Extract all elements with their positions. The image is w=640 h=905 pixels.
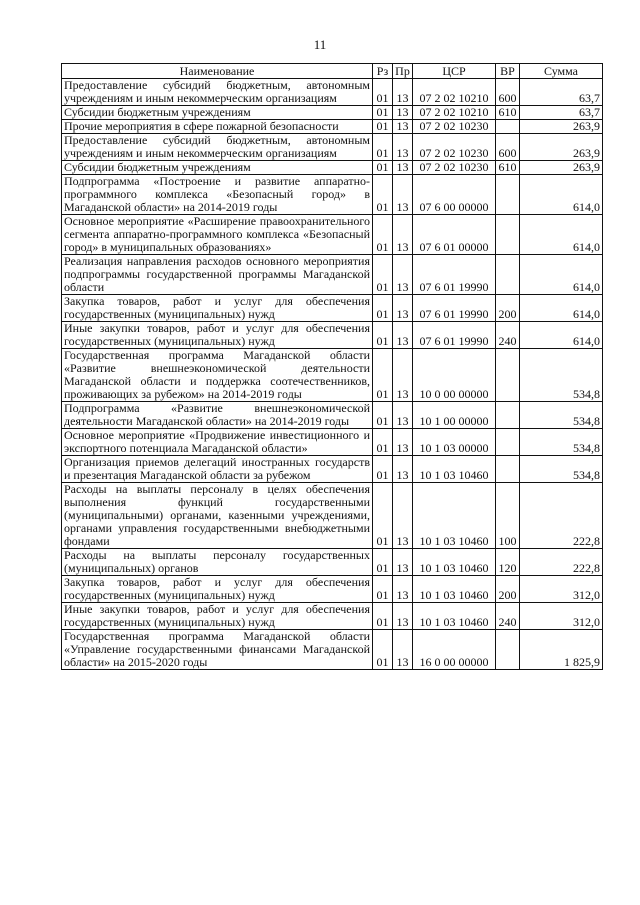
cell-rz: 01 [373, 134, 393, 161]
cell-csr: 07 2 02 10230 [413, 134, 496, 161]
cell-sum: 534,8 [520, 429, 603, 456]
cell-csr: 07 6 01 19990 [413, 295, 496, 322]
table-row [62, 175, 603, 215]
cell-csr: 07 6 01 00000 [413, 215, 496, 255]
cell-name: Подпрограмма «Построение и развитие аппаратно-программного комплекса «Безопасный город» в Магаданской области» на 2014-2019 годы [62, 175, 373, 215]
cell-vr [496, 120, 520, 134]
cell-rz: 01 [373, 161, 393, 175]
cell-pr: 13 [393, 322, 413, 349]
cell-name: Основное мероприятие «Продвижение инвестиционного и экспортного потенциала Магаданской области» [62, 429, 373, 456]
header-name: Наименование [62, 64, 373, 79]
cell-vr: 610 [496, 161, 520, 175]
cell-rz: 01 [373, 106, 393, 120]
table-row [62, 549, 603, 576]
cell-pr: 13 [393, 483, 413, 549]
cell-vr: 200 [496, 576, 520, 603]
header-pr: Пр [393, 64, 413, 79]
cell-pr: 13 [393, 630, 413, 670]
cell-sum: 534,8 [520, 402, 603, 429]
cell-sum: 614,0 [520, 215, 603, 255]
table-body [62, 79, 603, 670]
cell-sum: 222,8 [520, 549, 603, 576]
table-row [62, 483, 603, 549]
cell-vr: 610 [496, 106, 520, 120]
cell-rz: 01 [373, 322, 393, 349]
cell-sum: 63,7 [520, 79, 603, 106]
cell-rz: 01 [373, 402, 393, 429]
cell-sum: 263,9 [520, 161, 603, 175]
cell-vr [496, 456, 520, 483]
table-row [62, 255, 603, 295]
cell-name: Организация приемов делегаций иностранных государств и презентация Магаданской области за рубежом [62, 456, 373, 483]
cell-pr: 13 [393, 161, 413, 175]
cell-rz: 01 [373, 576, 393, 603]
cell-sum: 1 825,9 [520, 630, 603, 670]
table-row [62, 215, 603, 255]
cell-pr: 13 [393, 106, 413, 120]
cell-sum: 534,8 [520, 456, 603, 483]
cell-vr [496, 402, 520, 429]
cell-rz: 01 [373, 295, 393, 322]
header-csr: ЦСР [413, 64, 496, 79]
cell-name: Расходы на выплаты персоналу государственных (муниципальных) органов [62, 549, 373, 576]
cell-name: Государственная программа Магаданской области «Управление государственными финансами Магаданской области» на 2015-2020 годы [62, 630, 373, 670]
table-row [62, 134, 603, 161]
cell-rz: 01 [373, 483, 393, 549]
cell-rz: 01 [373, 429, 393, 456]
table-row [62, 576, 603, 603]
cell-csr: 07 6 01 19990 [413, 322, 496, 349]
cell-name: Субсидии бюджетным учреждениям [62, 106, 373, 120]
cell-name: Основное мероприятие «Расширение правоохранительного сегмента аппаратно-программного комплекса «Безопасный город» в муниципальных образованиях» [62, 215, 373, 255]
cell-name: Реализация направления расходов основного мероприятия подпрограммы государственной программы Магаданской области [62, 255, 373, 295]
cell-rz: 01 [373, 549, 393, 576]
cell-sum: 614,0 [520, 322, 603, 349]
header-sum: Сумма [520, 64, 603, 79]
cell-name: Предоставление субсидий бюджетным, автономным учреждениям и иным некоммерческим организациям [62, 134, 373, 161]
cell-sum: 614,0 [520, 255, 603, 295]
table-row [62, 161, 603, 175]
cell-csr: 10 1 03 10460 [413, 603, 496, 630]
cell-sum: 63,7 [520, 106, 603, 120]
cell-name: Иные закупки товаров, работ и услуг для обеспечения государственных (муниципальных) нужд [62, 603, 373, 630]
cell-pr: 13 [393, 120, 413, 134]
cell-csr: 07 2 02 10230 [413, 161, 496, 175]
cell-vr: 100 [496, 483, 520, 549]
cell-sum: 614,0 [520, 175, 603, 215]
table-row [62, 630, 603, 670]
table-row [62, 429, 603, 456]
cell-sum: 263,9 [520, 120, 603, 134]
cell-sum: 614,0 [520, 295, 603, 322]
cell-name: Закупка товаров, работ и услуг для обеспечения государственных (муниципальных) нужд [62, 295, 373, 322]
cell-name: Иные закупки товаров, работ и услуг для обеспечения государственных (муниципальных) нужд [62, 322, 373, 349]
cell-rz: 01 [373, 349, 393, 402]
cell-csr: 07 6 01 19990 [413, 255, 496, 295]
cell-csr: 07 2 02 10210 [413, 106, 496, 120]
table-row [62, 120, 603, 134]
table-row [62, 603, 603, 630]
table-row [62, 456, 603, 483]
cell-vr: 240 [496, 322, 520, 349]
cell-pr: 13 [393, 295, 413, 322]
cell-sum: 534,8 [520, 349, 603, 402]
cell-sum: 263,9 [520, 134, 603, 161]
cell-pr: 13 [393, 134, 413, 161]
table-row [62, 349, 603, 402]
cell-rz: 01 [373, 603, 393, 630]
page-number: 11 [313, 37, 327, 52]
cell-vr: 120 [496, 549, 520, 576]
cell-pr: 13 [393, 255, 413, 295]
cell-name: Расходы на выплаты персоналу в целях обеспечения выполнения функций государственными (муниципальными) органами, казенными учреждениями, органами управления государственными внебюджетными фондами [62, 483, 373, 549]
cell-csr: 10 1 03 00000 [413, 429, 496, 456]
cell-pr: 13 [393, 175, 413, 215]
cell-vr [496, 429, 520, 456]
cell-pr: 13 [393, 349, 413, 402]
cell-vr: 600 [496, 79, 520, 106]
cell-vr: 200 [496, 295, 520, 322]
cell-sum: 222,8 [520, 483, 603, 549]
table-row [62, 295, 603, 322]
cell-rz: 01 [373, 630, 393, 670]
cell-pr: 13 [393, 549, 413, 576]
cell-vr [496, 255, 520, 295]
table-row [62, 79, 603, 106]
cell-csr: 10 1 03 10460 [413, 549, 496, 576]
cell-pr: 13 [393, 402, 413, 429]
table-header-row [62, 64, 603, 79]
cell-rz: 01 [373, 120, 393, 134]
cell-sum: 312,0 [520, 603, 603, 630]
cell-pr: 13 [393, 576, 413, 603]
cell-name: Государственная программа Магаданской области «Развитие внешнеэкономической деятельности Магаданской области и поддержка соотечественников, проживающих за рубежом» на 2014-2019 годы [62, 349, 373, 402]
cell-csr: 07 6 00 00000 [413, 175, 496, 215]
cell-csr: 10 1 03 10460 [413, 456, 496, 483]
cell-pr: 13 [393, 79, 413, 106]
cell-vr: 240 [496, 603, 520, 630]
cell-pr: 13 [393, 215, 413, 255]
cell-vr [496, 349, 520, 402]
cell-name: Предоставление субсидий бюджетным, автономным учреждениям и иным некоммерческим организациям [62, 79, 373, 106]
cell-csr: 07 2 02 10230 [413, 120, 496, 134]
cell-name: Подпрограмма «Развитие внешнеэкономической деятельности Магаданской области» на 2014-2019 годы [62, 402, 373, 429]
cell-rz: 01 [373, 175, 393, 215]
table-row [62, 106, 603, 120]
cell-pr: 13 [393, 429, 413, 456]
table-row [62, 322, 603, 349]
table-row [62, 402, 603, 429]
cell-csr: 10 1 03 10460 [413, 576, 496, 603]
cell-vr [496, 175, 520, 215]
cell-vr [496, 630, 520, 670]
cell-rz: 01 [373, 215, 393, 255]
cell-pr: 13 [393, 456, 413, 483]
cell-name: Субсидии бюджетным учреждениям [62, 161, 373, 175]
cell-csr: 10 1 03 10460 [413, 483, 496, 549]
cell-sum: 312,0 [520, 576, 603, 603]
header-vr: ВР [496, 64, 520, 79]
cell-csr: 07 2 02 10210 [413, 79, 496, 106]
cell-vr: 600 [496, 134, 520, 161]
cell-vr [496, 215, 520, 255]
cell-name: Закупка товаров, работ и услуг для обеспечения государственных (муниципальных) нужд [62, 576, 373, 603]
cell-csr: 16 0 00 00000 [413, 630, 496, 670]
cell-rz: 01 [373, 79, 393, 106]
cell-rz: 01 [373, 255, 393, 295]
budget-table [61, 63, 603, 670]
header-rz: Рз [373, 64, 393, 79]
cell-csr: 10 1 00 00000 [413, 402, 496, 429]
cell-name: Прочие мероприятия в сфере пожарной безопасности [62, 120, 373, 134]
cell-rz: 01 [373, 456, 393, 483]
cell-pr: 13 [393, 603, 413, 630]
cell-csr: 10 0 00 00000 [413, 349, 496, 402]
